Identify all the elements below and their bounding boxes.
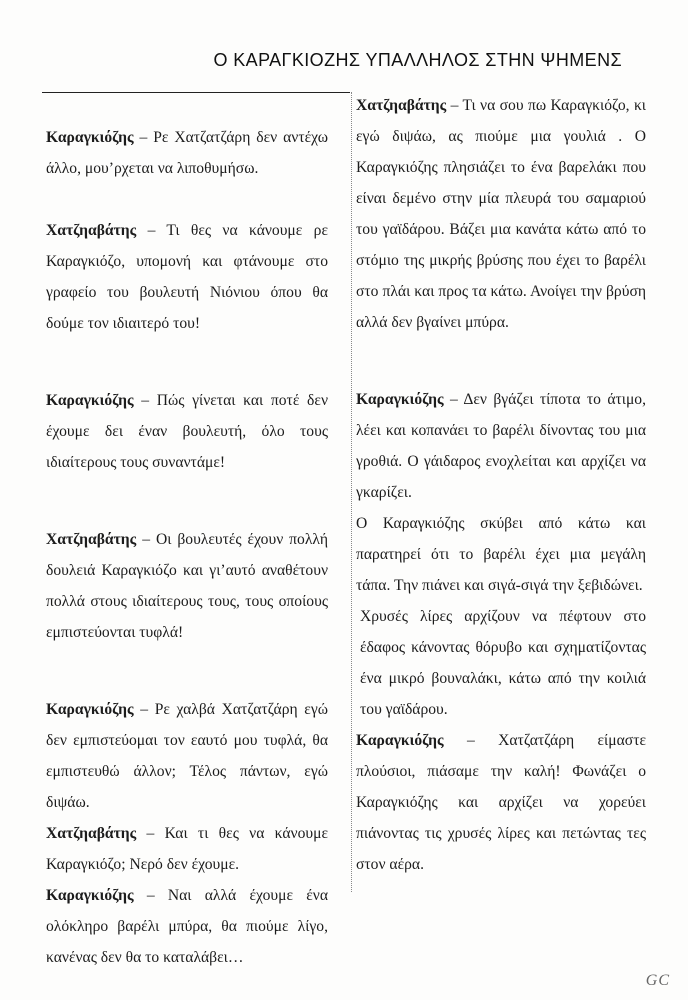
speaker-name: Χατζηαβάτης [46, 825, 137, 842]
dialogue-paragraph [356, 384, 646, 508]
speaker-separator: – [443, 732, 499, 749]
header-rule [42, 92, 350, 93]
page-header-title: Ο ΚΑΡΑΓΚΙΟΖΗΣ ΥΠΑΛΛΗΛΟΣ ΣΤΗΝ ΨΗΜΕΝΣ [213, 50, 622, 70]
dialogue-paragraph [46, 880, 328, 973]
narration-paragraph [356, 508, 646, 601]
speaker-separator: – [136, 531, 156, 548]
dialogue-paragraph [46, 385, 328, 478]
speaker-separator: – [443, 391, 464, 408]
column-divider [351, 92, 352, 892]
corner-mark: GC [645, 972, 670, 989]
speaker-name: Καραγκιόζης [356, 391, 444, 408]
speaker-separator: – [446, 97, 463, 114]
dialogue-text: Οι βουλευτές έχουν πολλή δουλειά Καραγκιόζο και γι’αυτό αναθέτουν πολλά στους ιδιαίτερους τους, τους οποίους εμπιστεύονται τυφλά! [46, 531, 328, 641]
speaker-separator: – [133, 887, 168, 904]
dialogue-text: Χατζατζάρη είμαστε πλούσιοι, πιάσαμε την καλή! Φωνάζει ο Καραγκιόζης και αρχίζει να χορεύει πιάνοντας τις χρυσές λίρες και πετώντας τες στον αέρα. [356, 732, 647, 873]
speaker-name: Χατζηαβάτης [46, 222, 137, 239]
dialogue-text: Τι να σου πω Καραγκιόζο, κι εγώ διψάω, ας πιούμε μια γουλιά . Ο Καραγκιόζης πλησιάζει το ένα βαρελάκι που είναι δεμένο στην μία πλευρά του σαμαριού του γαϊδάρου. Βάζει μια κανάτα κάτω από το στόμιο της μικρής βρύσης που έχει το βαρέλι στο πλάι και προς τα κάτω. Ανοίγει την βρύση αλλά δεν βγαίνει μπύρα. [356, 97, 646, 331]
speaker-separator: – [133, 701, 155, 718]
dialogue-paragraph [46, 215, 328, 339]
speaker-name: Καραγκιόζης [46, 129, 134, 146]
dialogue-text: Ρε Χατζατζάρη δεν αντέχω άλλο, μου’ρχεται να λιποθυμήσω. [46, 129, 328, 177]
dialogue-text: Και τι θες να κάνουμε Καραγκιόζο; Νερό δεν έχουμε. [46, 825, 329, 873]
speaker-name: Χατζηαβάτης [356, 97, 447, 114]
dialogue-text: Πώς γίνεται και ποτέ δεν έχουμε δει έναν βουλευτή, όλο τους ιδιαίτερους τους συναντάμε! [46, 392, 328, 471]
dialogue-paragraph [46, 122, 328, 184]
speaker-separator: – [136, 222, 167, 239]
narration-text: Χρυσές λίρες αρχίζουν να πέφτουν στο έδαφος κάνοντας θόρυβο και σχηματίζοντας ένα μικρό βουναλάκι, κάτω από την κοιλιά του γαϊδάρου. [360, 608, 646, 718]
dialogue-text: Ρε χαλβά Χατζατζάρη εγώ δεν εμπιστεύομαι τον εαυτό μου τυφλά, θα εμπιστευθώ άλλον; Τέλος πάντων, εγώ διψάω. [46, 701, 328, 811]
narration-paragraph [356, 601, 646, 725]
speaker-separator: – [136, 825, 165, 842]
speaker-name: Καραγκιόζης [46, 392, 134, 409]
narration-text: Ο Καραγκιόζης σκύβει από κάτω και παρατηρεί ότι το βαρέλι έχει μια μεγάλη τάπα. Την πιάνει και σιγά-σιγά την ξεβιδώνει. [356, 515, 646, 594]
speaker-name: Καραγκιόζης [46, 701, 134, 718]
right-column [356, 90, 646, 880]
speaker-name: Καραγκιόζης [356, 732, 444, 749]
speaker-separator: – [133, 392, 157, 409]
dialogue-paragraph [46, 818, 328, 880]
dialogue-paragraph [356, 90, 646, 338]
speaker-separator: – [133, 129, 154, 146]
dialogue-paragraph [46, 524, 328, 648]
dialogue-text: Τι θες να κάνουμε ρε Καραγκιόζο, υπομονή και φτάνουμε στο γραφείο του βουλευτή Νιόνιου όπου θα δούμε τον ιδιαιτερό του! [46, 222, 328, 332]
speaker-name: Χατζηαβάτης [46, 531, 137, 548]
dialogue-text: Ναι αλλά έχουμε ένα ολόκληρο βαρέλι μπύρα, θα πιούμε λίγο, κανένας δεν θα το καταλάβει… [46, 887, 329, 966]
dialogue-paragraph [356, 725, 646, 880]
speaker-name: Καραγκιόζης [46, 887, 134, 904]
dialogue-text: Δεν βγάζει τίποτα το άτιμο, λέει και κοπανάει το βαρέλι δίνοντας του μια γροθιά. Ο γάιδαρος ενοχλείται και αρχίζει να γκαρίζει. [356, 391, 647, 501]
dialogue-paragraph [46, 694, 328, 818]
left-column [46, 122, 328, 973]
